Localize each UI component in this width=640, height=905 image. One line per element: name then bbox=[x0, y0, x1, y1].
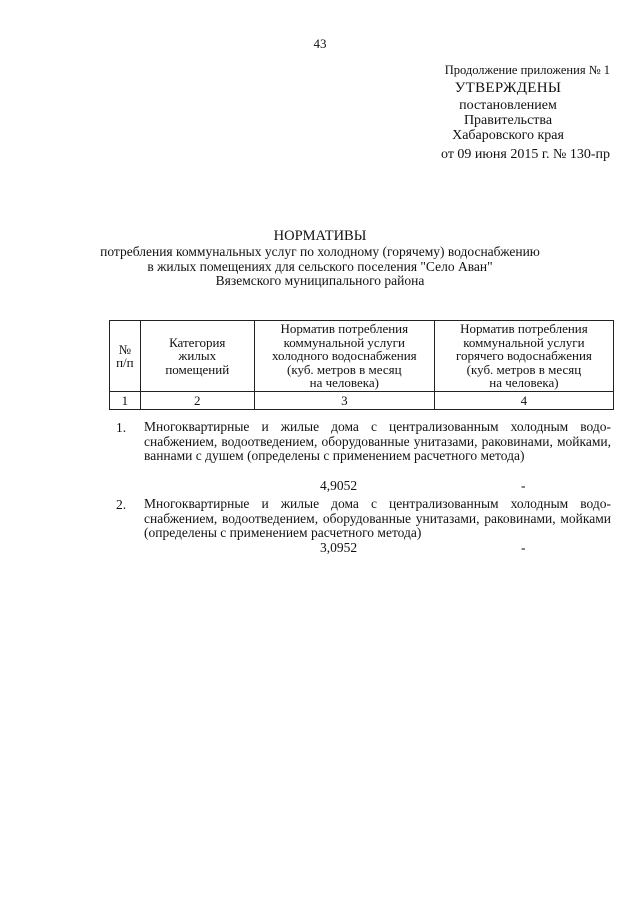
appendix-continuation: Продолжение приложения № 1 bbox=[444, 63, 610, 77]
header-line: горячего водоснабжения bbox=[455, 348, 592, 364]
header-line: Категория bbox=[169, 334, 226, 350]
approved-date: от 09 июня 2015 г. № 130-пр bbox=[441, 147, 610, 162]
header-line: (куб. метров в месяц bbox=[287, 361, 402, 377]
document-title: НОРМАТИВЫ bbox=[273, 228, 367, 244]
table-header-row bbox=[110, 321, 614, 392]
item-number: 1. bbox=[116, 420, 127, 435]
header-line: холодного водоснабжения bbox=[271, 348, 417, 364]
header-line: коммунальной услуги bbox=[283, 334, 405, 350]
column-number-cell: 2 bbox=[140, 392, 254, 410]
cold-water-value: 4,9052 bbox=[320, 478, 358, 493]
cold-water-value: 3,0952 bbox=[320, 540, 358, 555]
item-description: Многоквартирные и жилые дома с централизованным холодным водо-снабжением, водоотведением, оборудованные унитазами, раковинами, мойками, ваннами с душем (определены с применением расчетного метода) bbox=[144, 419, 611, 463]
column-number-cell: 3 bbox=[254, 392, 434, 410]
approved-heading: УТВЕРЖДЕНЫ bbox=[454, 80, 562, 96]
header-cell-category bbox=[140, 321, 254, 392]
header-line: на человека) bbox=[309, 375, 379, 391]
norms-table bbox=[109, 320, 614, 410]
document-subtitle bbox=[70, 245, 570, 289]
header-cell-number bbox=[110, 321, 141, 392]
column-numbers-row bbox=[110, 392, 614, 410]
header-line: помещений bbox=[165, 361, 230, 377]
column-number-cell: 1 bbox=[110, 392, 141, 410]
item-number: 2. bbox=[116, 497, 127, 512]
approved-by-line: Хабаровского края bbox=[452, 128, 564, 143]
header-line: п/п bbox=[116, 355, 134, 370]
header-line: жилых bbox=[178, 348, 217, 364]
subtitle-line: в жилых помещениях для сельского поселения "Село Аван" bbox=[147, 258, 493, 274]
header-line: (куб. метров в месяц bbox=[466, 361, 582, 377]
header-line: Норматив потребления bbox=[460, 321, 588, 337]
header-line: коммунальной услуги bbox=[463, 334, 585, 350]
subtitle-line: Вяземского муниципального района bbox=[215, 273, 425, 288]
header-cell-hot-water bbox=[434, 321, 613, 392]
header-line: на человека) bbox=[489, 375, 559, 391]
hot-water-value: - bbox=[521, 478, 526, 493]
header-cell-cold-water bbox=[254, 321, 434, 392]
subtitle-line: потребления коммунальных услуг по холодному (горячему) водоснабжению bbox=[100, 244, 540, 259]
header-line: Норматив потребления bbox=[280, 321, 409, 337]
column-number-cell: 4 bbox=[434, 392, 613, 410]
page-number: 43 bbox=[313, 36, 327, 51]
approved-by-line: постановлением bbox=[459, 98, 557, 113]
header-line: № bbox=[118, 341, 132, 357]
item-description: Многоквартирные и жилые дома с централизованным холодным водо-снабжением, водоотведением, оборудованные унитазами, раковинами, мойками (определены с применением расчетного метода) bbox=[144, 496, 611, 540]
approved-by-line: Правительства bbox=[463, 113, 553, 128]
hot-water-value: - bbox=[521, 540, 526, 555]
approved-by-block bbox=[408, 98, 608, 143]
